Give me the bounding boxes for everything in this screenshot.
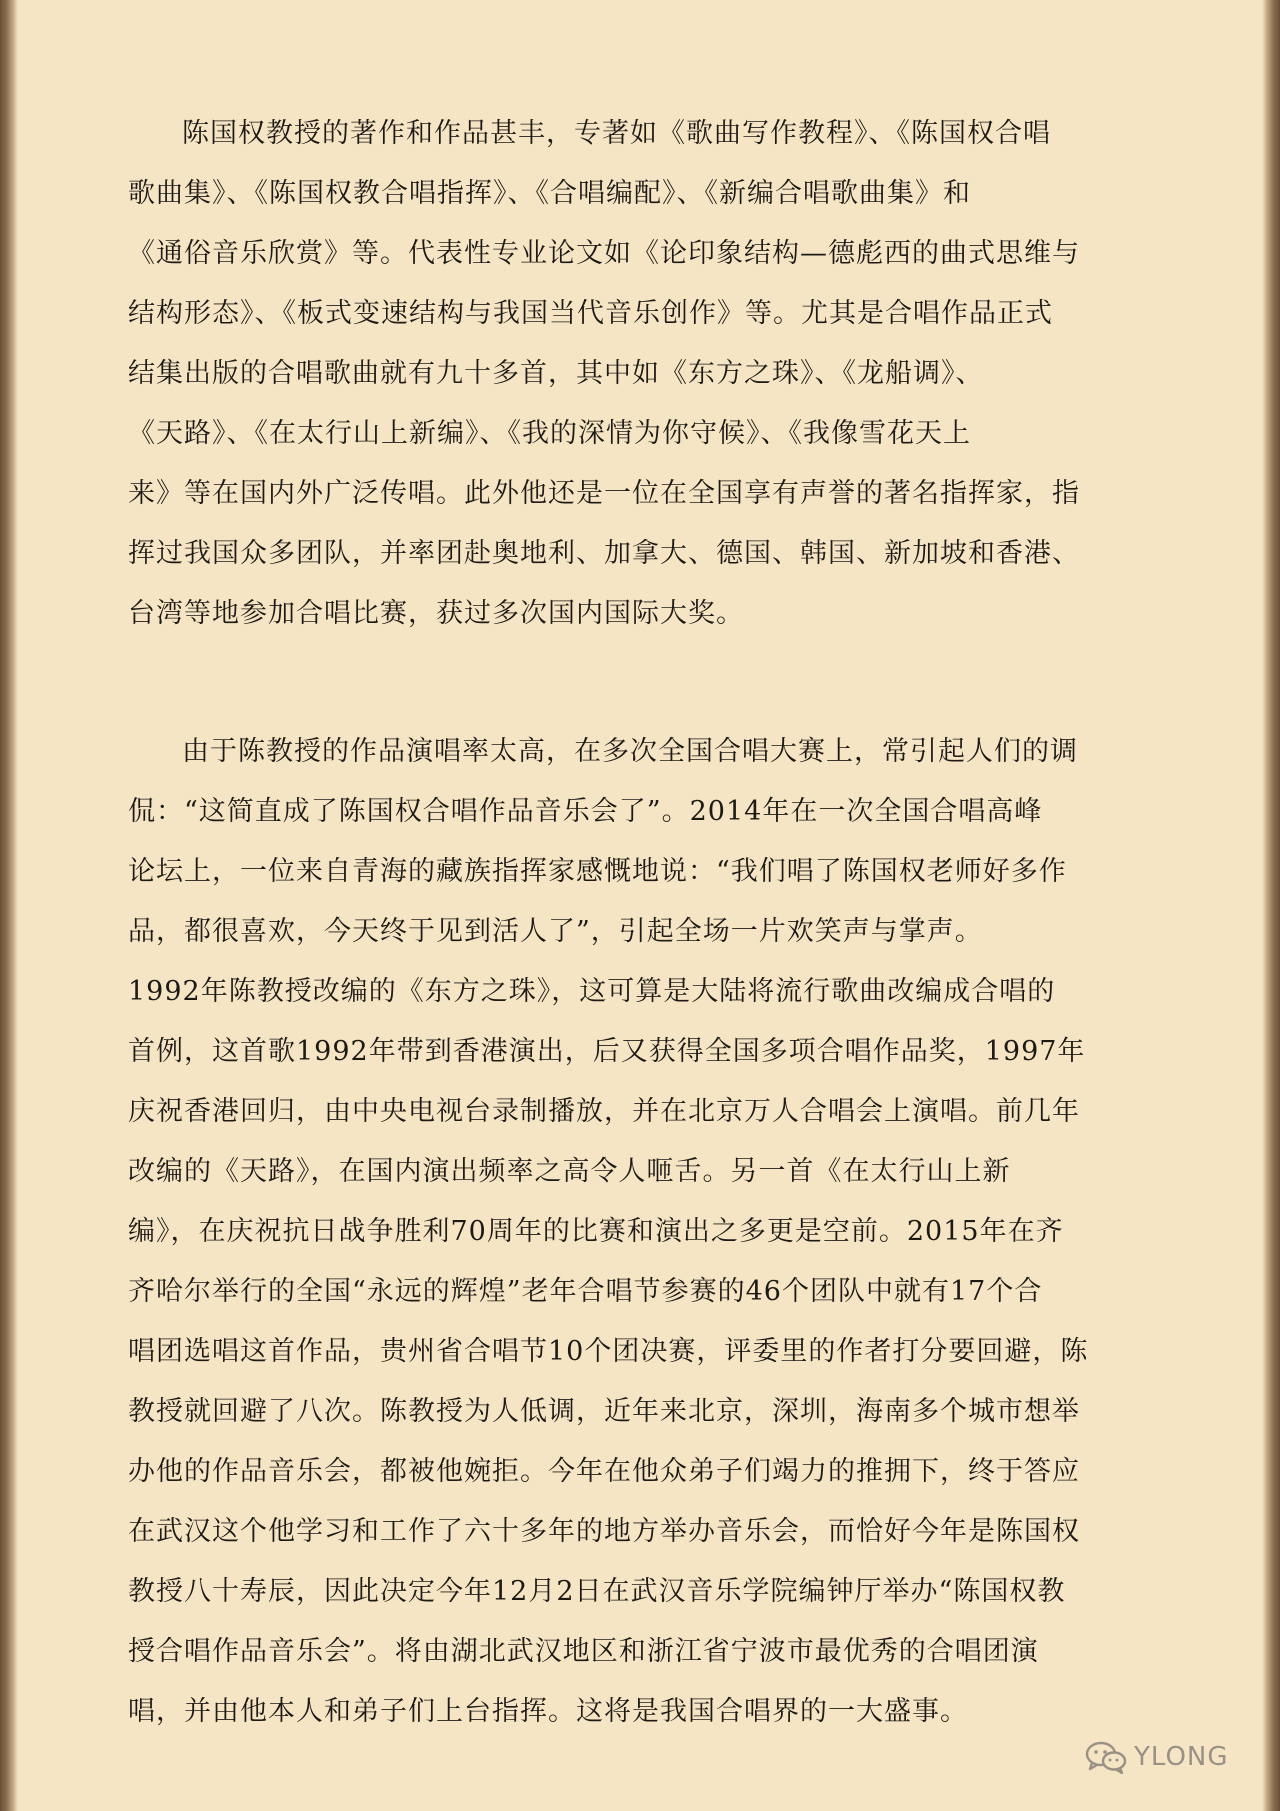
text-line: 在武汉这个他学习和工作了六十多年的地方举办音乐会，而恰好今年是陈国权 bbox=[128, 1516, 1080, 1547]
article-body bbox=[128, 104, 1150, 1742]
text-line: 来》等在国内外广泛传唱。此外他还是一位在全国享有声誉的著名指挥家，指 bbox=[128, 478, 1080, 509]
text-line: 唱，并由他本人和弟子们上台指挥。这将是我国合唱界的一大盛事。 bbox=[128, 1696, 968, 1727]
text-line: 侃：“这简直成了陈国权合唱作品音乐会了”。2014年在一次全国合唱高峰 bbox=[128, 796, 1043, 827]
text-line: 由于陈教授的作品演唱率太高，在多次全国合唱大赛上，常引起人们的调 bbox=[182, 736, 1078, 767]
text-line: 齐哈尔举行的全国“永远的辉煌”老年合唱节参赛的46个团队中就有17个合 bbox=[128, 1276, 1043, 1307]
text-line: 结构形态》、《板式变速结构与我国当代音乐创作》等。尤其是合唱作品正式 bbox=[128, 298, 1053, 329]
text-line: 授合唱作品音乐会”。将由湖北武汉地区和浙江省宁波市最优秀的合唱团演 bbox=[128, 1636, 1039, 1667]
text-line: 论坛上，一位来自青海的藏族指挥家感慨地说：“我们唱了陈国权老师好多作 bbox=[128, 856, 1067, 887]
right-frame-border bbox=[1262, 0, 1280, 1811]
left-frame-border bbox=[0, 0, 18, 1811]
text-line: 教授八十寿辰，因此决定今年12月2日在武汉音乐学院编钟厅举办“陈国权教 bbox=[128, 1576, 1066, 1607]
paragraph-2 bbox=[128, 722, 1150, 1742]
text-line: 挥过我国众多团队，并率团赴奥地利、加拿大、德国、韩国、新加坡和香港、 bbox=[128, 538, 1080, 569]
text-line: 品，都很喜欢，今天终于见到活人了”，引起全场一片欢笑声与掌声。 bbox=[128, 916, 983, 947]
text-line: 1992年陈教授改编的《东方之珠》，这可算是大陆将流行歌曲改编成合唱的 bbox=[128, 976, 1056, 1007]
text-line: 庆祝香港回归，由中央电视台录制播放，并在北京万人合唱会上演唱。前几年 bbox=[128, 1096, 1080, 1127]
wechat-icon bbox=[1084, 1740, 1128, 1774]
text-line: 教授就回避了八次。陈教授为人低调，近年来北京，深圳，海南多个城市想举 bbox=[128, 1396, 1080, 1427]
text-line: 陈国权教授的著作和作品甚丰，专著如《歌曲写作教程》、《陈国权合唱 bbox=[182, 118, 1051, 149]
text-line: 首例，这首歌1992年带到香港演出，后又获得全国多项合唱作品奖，1997年 bbox=[128, 1036, 1086, 1067]
text-line: 台湾等地参加合唱比赛，获过多次国内国际大奖。 bbox=[128, 598, 744, 629]
text-line: 办他的作品音乐会，都被他婉拒。今年在他众弟子们竭力的推拥下，终于答应 bbox=[128, 1456, 1080, 1487]
text-line: 编》，在庆祝抗日战争胜利70周年的比赛和演出之多更是空前。2015年在齐 bbox=[128, 1216, 1064, 1247]
watermark-text: YLONG bbox=[1134, 1742, 1229, 1772]
text-line: 《天路》、《在太行山上新编》、《我的深情为你守候》、《我像雪花天上 bbox=[128, 418, 971, 449]
text-line: 结集出版的合唱歌曲就有九十多首，其中如《东方之珠》、《龙船调》、 bbox=[128, 358, 984, 389]
text-line: 唱团选唱这首作品，贵州省合唱节10个团决赛，评委里的作者打分要回避，陈 bbox=[128, 1336, 1089, 1367]
text-line: 改编的《天路》，在国内演出频率之高令人咂舌。另一首《在太行山上新 bbox=[128, 1156, 1011, 1187]
text-line: 歌曲集》、《陈国权教合唱指挥》、《合唱编配》、《新编合唱歌曲集》和 bbox=[128, 178, 971, 209]
text-line: 《通俗音乐欣赏》等。代表性专业论文如《论印象结构—德彪西的曲式思维与 bbox=[128, 238, 1080, 269]
paragraph-spacer bbox=[128, 644, 1150, 722]
paragraph-1 bbox=[128, 104, 1150, 644]
watermark bbox=[1084, 1737, 1229, 1777]
